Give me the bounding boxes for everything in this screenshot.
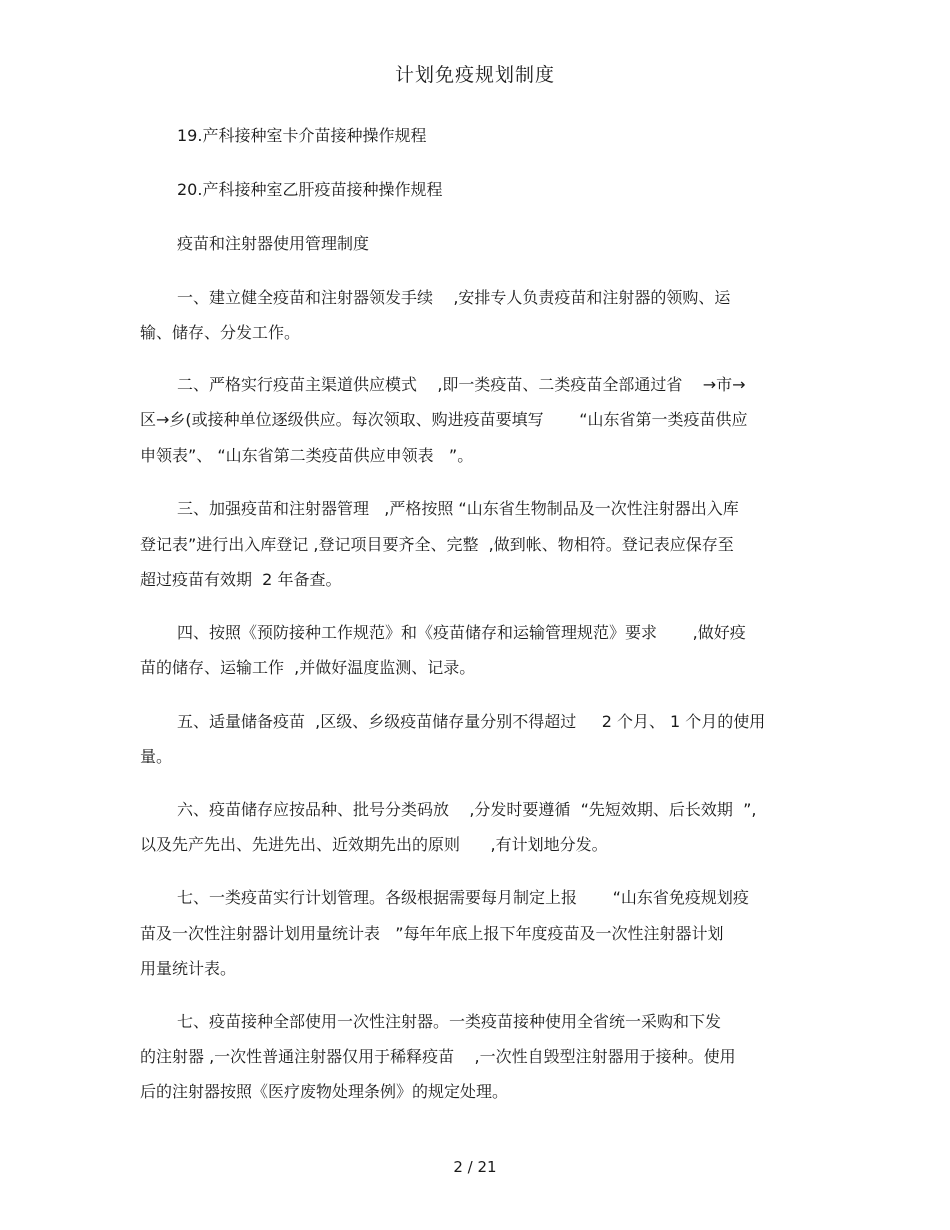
paragraph-line: 后的注射器按照《医疗废物处理条例》的规定处理。 <box>140 1082 509 1101</box>
paragraph-line: 一、建立健全疫苗和注射器领发手续 ,安排专人负责疫苗和注射器的领购、运 <box>177 288 731 307</box>
paragraph-line: 的注射器 ,一次性普通注射器仅用于稀释疫苗 ,一次性自毁型注射器用于接种。使用 <box>140 1047 736 1066</box>
section-heading: 疫苗和注射器使用管理制度 <box>177 234 370 253</box>
paragraph-line: 苗及一次性注射器计划用量统计表 ”每年年底上报下年度疫苗及一次性注射器计划 <box>140 924 724 943</box>
paragraph-line: 三、加强疫苗和注射器管理 ,严格按照 “山东省生物制品及一次性注射器出入库 <box>177 499 739 518</box>
text-line: 20.产科接种室乙肝疫苗接种操作规程 <box>177 180 443 199</box>
text-line: 19.产科接种室卡介苗接种操作规程 <box>177 126 427 145</box>
paragraph-line: 五、适量储备疫苗 ,区级、乡级疫苗储存量分别不得超过 2 个月、 1 个月的使用 <box>177 712 766 731</box>
paragraph-line: 四、按照《预防接种工作规范》和《疫苗储存和运输管理规范》要求 ,做好疫 <box>177 623 746 642</box>
paragraph-line: 苗的储存、运输工作 ,并做好温度监测、记录。 <box>140 658 476 677</box>
paragraph-line: 七、一类疫苗实行计划管理。各级根据需要每月制定上报 “山东省免疫规划疫 <box>177 888 749 907</box>
paragraph-line: 六、疫苗储存应按品种、批号分类码放 ,分发时要遵循 “先短效期、后长效期 ”, <box>177 800 757 819</box>
paragraph-line: 申领表”、 “山东省第二类疫苗供应申领表 ”。 <box>140 446 474 465</box>
paragraph-line: 七、疫苗接种全部使用一次性注射器。一类疫苗接种使用全省统一采购和下发 <box>177 1012 722 1031</box>
paragraph-line: 量。 <box>140 747 173 766</box>
header-title: 计划免疫规划制度 <box>394 64 555 86</box>
paragraph-line: 输、储存、分发工作。 <box>140 323 301 342</box>
paragraph-line: 二、严格实行疫苗主渠道供应模式 ,即一类疫苗、二类疫苗全部通过省 →市→ <box>177 375 746 394</box>
page-number: 2 / 21 <box>453 1158 497 1176</box>
paragraph-line: 用量统计表。 <box>140 959 237 978</box>
paragraph-line: 区→乡(或接种单位逐级供应。每次领取、购进疫苗要填写 “山东省第一类疫苗供应 <box>140 410 748 429</box>
paragraph-line: 以及先产先出、先进先出、近效期先出的原则 ,有计划地分发。 <box>140 835 608 854</box>
paragraph-line: 超过疫苗有效期 2 年备查。 <box>140 570 342 589</box>
paragraph-line: 登记表”进行出入库登记 ,登记项目要齐全、完整 ,做到帐、物相符。登记表应保存至 <box>140 535 734 554</box>
